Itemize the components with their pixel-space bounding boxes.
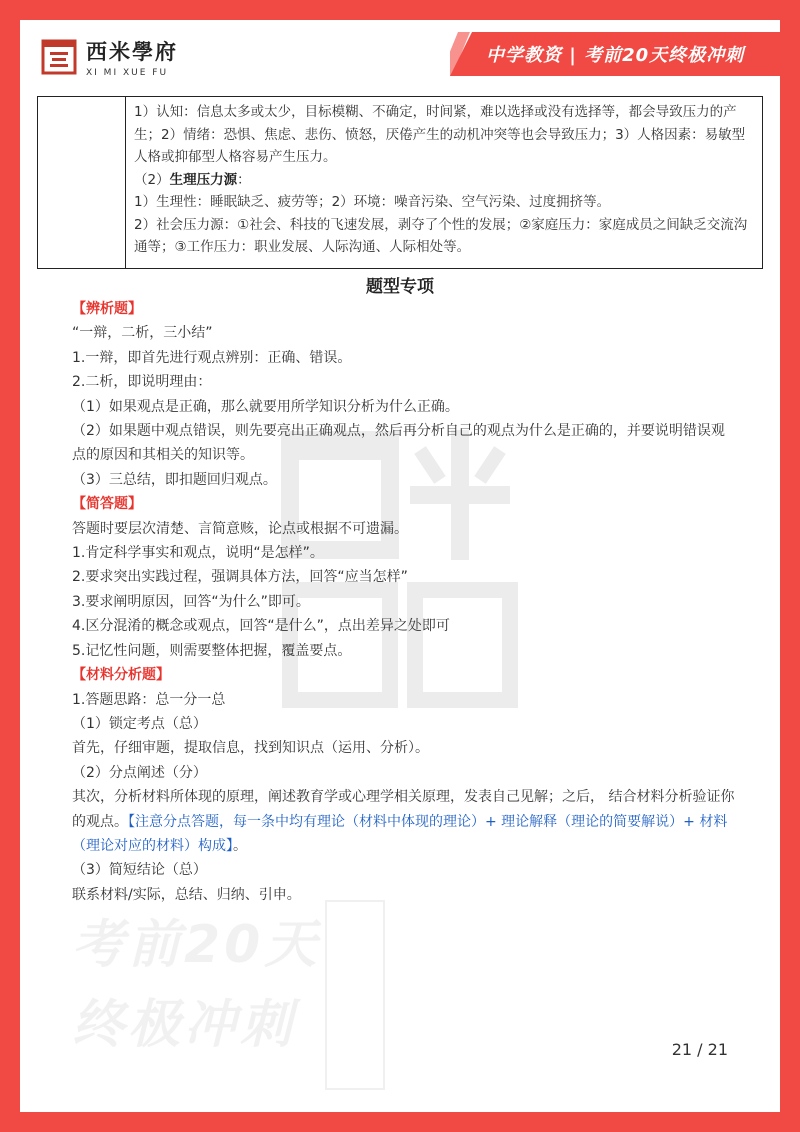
table-line-physiological: 1）生理性：睡眠缺乏、疲劳等；2）环境：噪音污染、空气污染、过度拥挤等。 bbox=[134, 194, 611, 210]
table-left-cell bbox=[38, 97, 126, 268]
jianda-line: 2.要求突出实践过程，强调具体方法，回答“应当怎样” bbox=[72, 569, 408, 586]
jianda-line: 5.记忆性问题，则需要整体把握，覆盖要点。 bbox=[72, 642, 352, 659]
jianda-line: 4.区分混淆的概念或观点，回答“是什么”，点出差异之处即可 bbox=[72, 618, 450, 635]
cailiao-line: （1）锁定考点（总） bbox=[72, 715, 207, 732]
cailiao-line: （2）分点阐述（分） bbox=[72, 764, 207, 781]
logo-icon bbox=[40, 38, 78, 76]
content-table bbox=[37, 96, 763, 269]
cailiao-line: 1.答题思路：总一分一总 bbox=[72, 691, 226, 708]
main-content bbox=[72, 297, 736, 907]
cailiao-line: （3）简短结论（总） bbox=[72, 862, 207, 879]
section-title: 题型专项 bbox=[366, 277, 434, 297]
bianxi-line: （2）如果题中观点错误，则先要亮出正确观点，然后再分析自己的观点为什么是正确的，并要说明错误观点的原因和其相关的知识等。 bbox=[72, 423, 725, 464]
table-subheading-bold: 生理压力源 bbox=[169, 171, 238, 188]
heading-cailiao: 【材料分析题】 bbox=[72, 667, 170, 684]
logo-pinyin: XI MI XUE FU bbox=[86, 68, 169, 78]
table-line-cognition: 1）认知：信息太多或太少，目标模糊、不确定，时间紧，难以选择或没有选择等，都会导致压力的产生；2）情绪：恐惧、焦虑、悲伤、愤怒，厌倦产生的动机冲突等也会导致压力；3）人格因素：易敏型人格或抑郁型人格容易产生压力。 bbox=[134, 104, 746, 165]
table-line-social: 2）社会压力源：①社会、科技的飞速发展，剥夺了个性的发展；②家庭压力：家庭成员之间缺乏交流沟通等；③工作压力：职业发展、人际沟通、人际相处等。 bbox=[134, 216, 748, 255]
table-right-cell bbox=[134, 101, 758, 259]
cailiao-line: 首先，仔细审题，提取信息，找到知识点（运用、分析）。 bbox=[72, 740, 429, 757]
table-subheading: （2）生理压力源： bbox=[134, 171, 251, 188]
bianxi-line: （3）三总结，即扣题回归观点。 bbox=[72, 471, 277, 488]
jianda-line: 3.要求阐明原因，回答“为什么”即可。 bbox=[72, 593, 310, 610]
jianda-line: 答题时要层次清楚、言简意赅，论点或根据不可遗漏。 bbox=[72, 520, 408, 537]
banner-title: 中学教资 | 考前20天终极冲刺 bbox=[486, 45, 745, 66]
cailiao-paragraph: 其次，分析材料所体现的原理，阐述教育学或心理学相关原理，发表自己见解；之后， 结合材料分析验证你的观点。【注意分点答题，每一条中均有理论（材料中体现的理论）+ 理论解释（理论的简要解说）+ 材料（理论对应的材料）构成】。 bbox=[72, 789, 735, 854]
bianxi-line: “一辩，二析，三小结” bbox=[72, 325, 213, 342]
bianxi-line: 2.二析，即说明理由： bbox=[72, 374, 212, 391]
cailiao-note: 【注意分点答题，每一条中均有理论（材料中体现的理论）+ 理论解释（理论的简要解说）+ 材料（理论对应的材料）构成】 bbox=[72, 813, 728, 854]
bianxi-line: （1）如果观点是正确，那么就要用所学知识分析为什么正确。 bbox=[72, 398, 459, 415]
page-number: 21 / 21 bbox=[671, 1040, 728, 1059]
heading-jianda: 【简答题】 bbox=[72, 496, 142, 513]
jianda-line: 1.肯定科学事实和观点，说明“是怎样”。 bbox=[72, 545, 324, 562]
watermark-slogan: 考前20天 终极冲刺 bbox=[72, 915, 321, 1055]
heading-bianxi: 【辨析题】 bbox=[72, 301, 142, 317]
cailiao-line: 联系材料/实际，总结、归纳、引申。 bbox=[72, 886, 301, 903]
logo-name: 西米學府 bbox=[86, 39, 178, 64]
header-banner bbox=[450, 32, 780, 76]
bianxi-line: 1.一辩，即首先进行观点辨别：正确、错误。 bbox=[72, 349, 352, 366]
page-header bbox=[20, 20, 780, 90]
logo bbox=[40, 36, 178, 78]
watermark-stamp bbox=[325, 900, 385, 1090]
